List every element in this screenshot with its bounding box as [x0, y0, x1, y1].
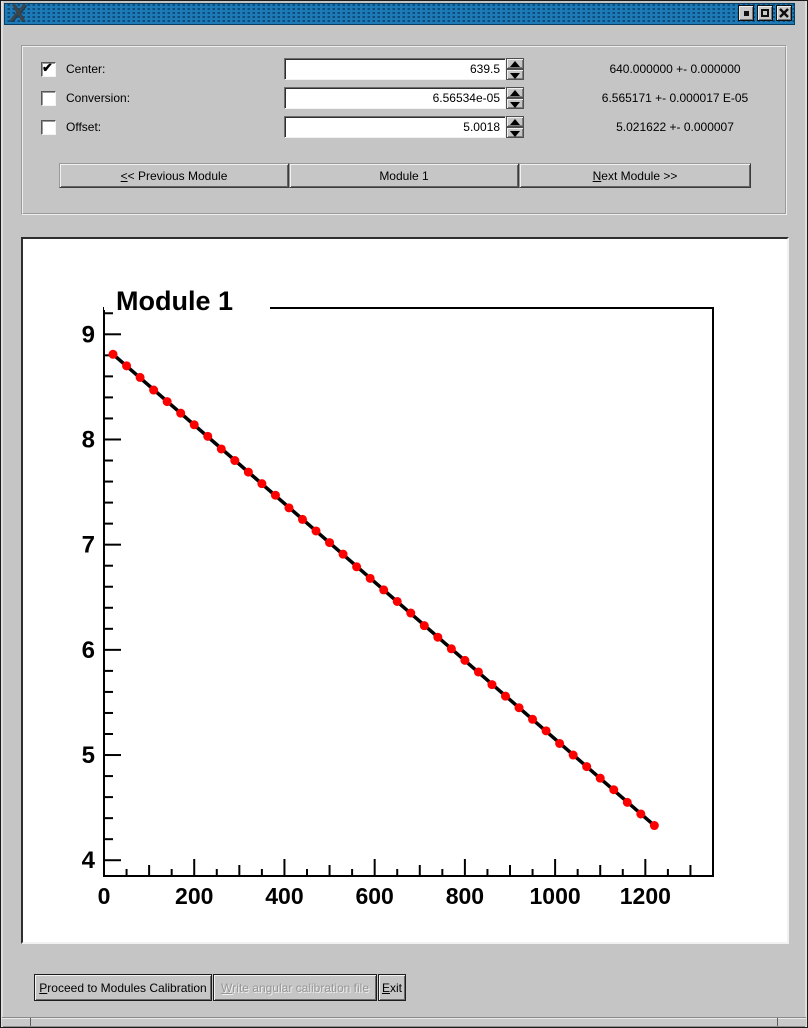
resize-handle-left[interactable] — [30, 1018, 31, 1026]
center-input[interactable] — [284, 58, 506, 80]
proceed-to-modules-calibration-button[interactable]: P roceed to Modules Calibration — [34, 974, 212, 1001]
window-controls — [738, 5, 792, 21]
offset-result: 5.021622 +- 0.000007 — [616, 120, 734, 134]
window-resize-bar[interactable] — [2, 1017, 806, 1026]
x11-logo-icon: X — [8, 0, 28, 27]
svg-text:600: 600 — [355, 883, 394, 909]
next-module-button[interactable]: N ext Module >> — [519, 163, 751, 188]
close-icon — [779, 8, 789, 18]
maximize-button[interactable] — [757, 5, 773, 21]
conversion-input[interactable] — [284, 87, 506, 109]
svg-text:9: 9 — [81, 321, 95, 349]
svg-text:5: 5 — [81, 742, 95, 770]
offset-spin-up-icon[interactable] — [506, 116, 524, 127]
close-button[interactable] — [776, 5, 792, 21]
svg-text:800: 800 — [445, 883, 485, 909]
svg-text:1200: 1200 — [619, 883, 671, 909]
iconify-button[interactable] — [738, 5, 754, 21]
center-spin-down-icon[interactable] — [506, 69, 524, 80]
center-result: 640.000000 +- 0.000000 — [609, 62, 741, 76]
svg-text:400: 400 — [265, 883, 304, 909]
center-row — [41, 58, 105, 80]
offset-row — [41, 116, 101, 138]
svg-text:6: 6 — [81, 636, 95, 664]
svg-text:1000: 1000 — [529, 883, 581, 909]
maximize-icon — [761, 9, 769, 17]
offset-label: Offset: — [66, 120, 102, 134]
write-angular-calibration-file-button: W rite angular calibration file — [213, 974, 377, 1001]
svg-text:4: 4 — [81, 847, 95, 875]
resize-handle-right[interactable] — [777, 1018, 778, 1026]
conversion-row — [41, 87, 130, 109]
svg-text:200: 200 — [175, 883, 214, 909]
calibration-plot — [23, 239, 787, 942]
current-module-button[interactable]: Module 1 — [289, 163, 519, 188]
conversion-spin-down-icon[interactable] — [506, 98, 524, 109]
center-label: Center: — [66, 62, 106, 76]
iconify-icon — [744, 11, 749, 16]
offset-spinner — [506, 116, 524, 138]
exit-button[interactable]: E xit — [378, 974, 406, 1001]
svg-text:Module 1: Module 1 — [116, 286, 234, 316]
offset-checkbox[interactable] — [41, 120, 56, 135]
svg-text:8: 8 — [81, 426, 95, 454]
offset-spin-down-icon[interactable] — [506, 127, 524, 138]
previous-module-button[interactable]: < < Previous Module — [59, 163, 289, 188]
center-checkbox[interactable] — [41, 59, 56, 77]
conversion-result: 6.565171 +- 0.000017 E-05 — [601, 91, 749, 105]
svg-text:7: 7 — [81, 531, 95, 559]
checkmark-icon: ✔ — [42, 59, 53, 75]
offset-input[interactable] — [284, 116, 506, 138]
conversion-spinner — [506, 87, 524, 109]
conversion-checkbox[interactable] — [41, 91, 56, 106]
center-spinner — [506, 58, 524, 80]
chart-panel — [21, 237, 789, 944]
center-spin-up-icon[interactable] — [506, 58, 524, 69]
svg-text:0: 0 — [97, 883, 111, 909]
window-titlebar[interactable] — [4, 0, 795, 27]
conversion-spin-up-icon[interactable] — [506, 87, 524, 98]
conversion-label: Conversion: — [66, 91, 131, 105]
